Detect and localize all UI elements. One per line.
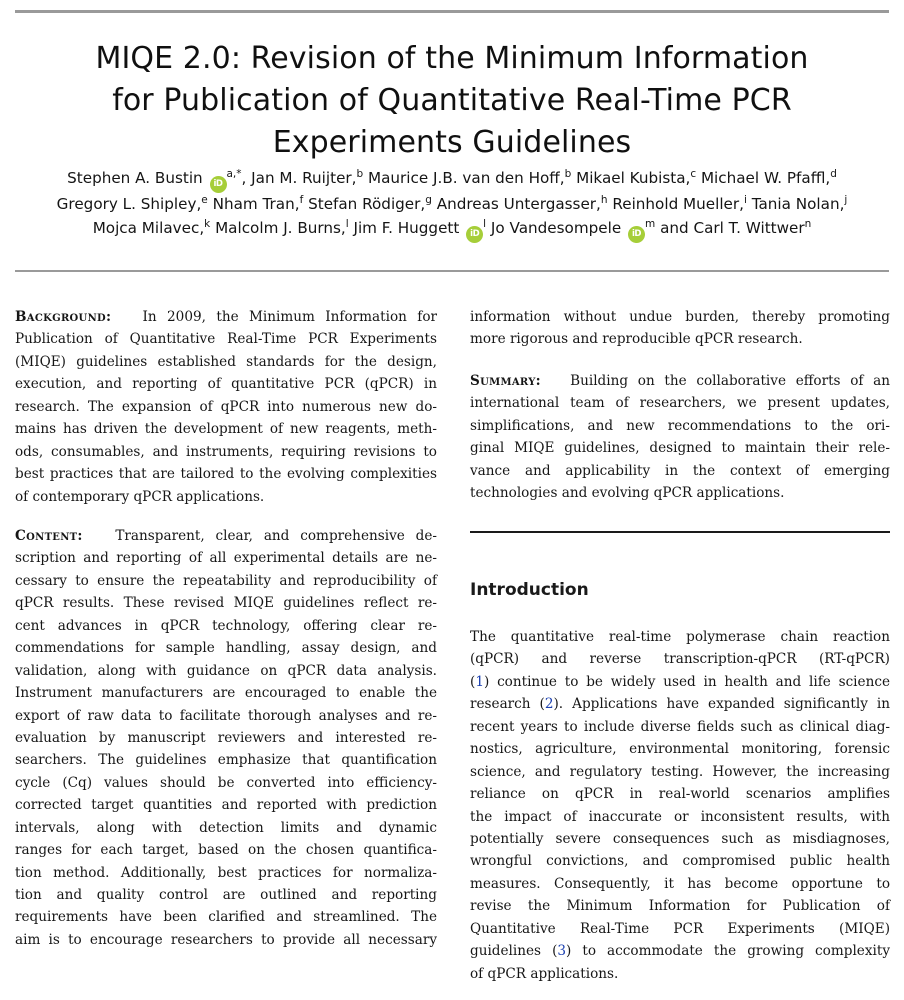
author-name[interactable]: and Carl T. Wittwer	[655, 218, 805, 237]
text-line: more rigorous and reproducible qPCR research.	[470, 331, 803, 348]
text-line: simplifications, and new recommendations to the ori-	[470, 417, 890, 434]
author-line	[20, 193, 884, 217]
text-line: (MIQE) guidelines established standards for the design,	[15, 353, 437, 370]
author-name[interactable]: Nham Tran,	[207, 195, 300, 213]
text-line: commendations for sample handling, assay design, and	[15, 640, 437, 657]
text-line: tion and quality control are outlined and reporting	[15, 887, 437, 903]
text-line: of qPCR applications.	[470, 965, 619, 982]
top-rule	[15, 10, 889, 13]
author-line	[20, 217, 884, 243]
text-line: measures. Consequently, it has become opportune to	[470, 875, 890, 892]
text-line: aim is to encourage researchers to provide all necessary	[15, 931, 437, 948]
text-line: Background: In 2009, the Minimum Information for	[15, 309, 438, 325]
abstract-summary	[470, 370, 890, 505]
text-line: revise the Minimum Information for Publication of	[470, 898, 890, 915]
text-line: tion method. Additionally, best practices for normaliza-	[15, 864, 437, 881]
paper-title	[40, 38, 864, 164]
text-line: potentially severe consequences such as misdiagnoses,	[470, 830, 890, 847]
orcid-icon[interactable]: iD	[628, 226, 645, 243]
affiliation-marker: d	[830, 168, 837, 180]
text-line: corrected target quantities and reported with prediction	[15, 797, 437, 814]
author-name[interactable]: Andreas Untergasser,	[431, 195, 601, 213]
text-line: validation, along with guidance on qPCR data analysis.	[15, 662, 437, 679]
text-line: ods, consumables, and instruments, requiring revisions to	[15, 443, 437, 460]
text-line: nostics, agriculture, environmental monitoring, forensic	[470, 741, 890, 758]
text-line: (1) continue to be widely used in health and life science	[470, 673, 890, 690]
author-name[interactable]: Stefan Rödiger,	[303, 195, 426, 213]
text-line: international team of researchers, we present updates,	[470, 395, 890, 412]
text-line: wrongful convictions, and compromised public health	[470, 853, 890, 870]
author-list	[20, 167, 884, 243]
affiliation-marker: e	[201, 194, 208, 206]
text-line: export of raw data to facilitate thorough analyses and re-	[15, 707, 437, 724]
text-line: the impact of inaccurate or inconsistent results, with	[470, 808, 890, 825]
text-line: research. The expansion of qPCR into numerous new do-	[15, 398, 437, 415]
section-label: Background:	[15, 309, 112, 325]
text-line: technologies and evolving qPCR applications.	[470, 485, 785, 502]
section-label: Summary:	[470, 373, 541, 389]
text-line: guidelines (3) to accommodate the growing complexity	[470, 943, 890, 960]
text-line: of contemporary qPCR applications.	[15, 488, 265, 505]
text-line: ranges for each target, based on the chosen quantifica-	[15, 842, 437, 859]
author-name[interactable]: Malcolm J. Burns,	[210, 218, 346, 237]
affiliation-marker: i	[743, 194, 747, 206]
abstract-content-continued	[470, 306, 890, 351]
text-line: qPCR results. These revised MIQE guidelines reflect re-	[15, 595, 437, 612]
affiliation-marker: h	[600, 194, 608, 206]
text-line: Publication of Quantitative Real-Time PCR Experiments	[15, 331, 437, 348]
header-divider	[15, 270, 889, 272]
affiliation-marker: j	[844, 194, 848, 206]
affiliation-marker: c	[690, 168, 697, 180]
text-line: Summary: Building on the collaborative efforts of an	[470, 373, 890, 389]
text-line: cent advances in qPCR technology, offering clear re-	[15, 617, 437, 634]
text-line: execution, and reporting of quantitative PCR (qPCR) in	[15, 376, 437, 393]
text-line: science, and regulatory testing. However, the increasing	[470, 763, 890, 780]
text-line: evaluation by manuscript reviewers and interested re-	[15, 729, 437, 746]
text-line: scription and reporting of all experimental details are ne-	[15, 550, 437, 567]
section-heading-introduction: Introduction	[470, 580, 589, 600]
affiliation-marker: n	[804, 217, 812, 230]
author-name[interactable]: Stephen A. Bustin	[67, 169, 203, 187]
author-name[interactable]: Jo Vandesompele	[486, 218, 622, 237]
citation-link[interactable]: 2	[544, 696, 554, 713]
affiliation-marker: a,*	[226, 168, 242, 180]
orcid-icon[interactable]: iD	[466, 226, 483, 243]
text-line: information without undue burden, thereby promoting	[470, 309, 890, 325]
text-line: searchers. The guidelines emphasize that quantification	[15, 752, 437, 769]
title-line: for Publication of Quantitative Real-Time PCR	[112, 83, 792, 118]
text-line: Content: Transparent, clear, and comprehensive de-	[15, 528, 438, 544]
affiliation-marker: f	[299, 194, 304, 206]
author-name[interactable]: Gregory L. Shipley,	[56, 195, 202, 213]
orcid-icon[interactable]: iD	[210, 176, 227, 193]
text-line: Instrument manufacturers are encouraged to enable the	[15, 685, 437, 702]
affiliation-marker: b	[356, 168, 364, 180]
affiliation-marker: l	[345, 217, 349, 230]
author-name[interactable]: Tania Nolan,	[746, 195, 845, 213]
affiliation-marker: b	[564, 168, 572, 180]
author-name[interactable]: Mikael Kubista,	[571, 169, 691, 187]
text-line: (qPCR) and reverse transcription-qPCR (RT-qPCR)	[470, 651, 890, 668]
text-line: Quantitative Real-Time PCR Experiments (MIQE)	[470, 920, 890, 937]
title-line: MIQE 2.0: Revision of the Minimum Information	[95, 41, 809, 76]
text-line: ginal MIQE guidelines, designed to maintain their rele-	[470, 440, 890, 457]
title-line: Experiments Guidelines	[272, 125, 632, 160]
text-line: cycle (Cq) values should be converted into efficiency-	[15, 774, 437, 791]
author-name[interactable]: Michael W. Pfaffl,	[696, 169, 831, 187]
text-line: vance and applicability in the context of emerging	[470, 462, 890, 479]
citation-link[interactable]: 3	[557, 943, 567, 960]
author-name[interactable]: , Jan M. Ruijter,	[241, 169, 357, 187]
affiliation-marker: k	[204, 217, 211, 230]
text-line: best practices that are tailored to the evolving complexities	[15, 466, 437, 483]
text-line: intervals, along with detection limits and dynamic	[15, 819, 437, 836]
author-name[interactable]: Maurice J.B. van den Hoff,	[363, 169, 565, 187]
text-line: recent years to include diverse fields such as clinical diag-	[470, 718, 890, 735]
abstract-background	[15, 306, 437, 508]
text-line: requirements have been clarified and streamlined. The	[15, 909, 437, 926]
author-name[interactable]: Jim F. Huggett	[348, 218, 460, 237]
author-name[interactable]: Reinhold Mueller,	[607, 195, 744, 213]
affiliation-marker: g	[425, 194, 432, 206]
author-name[interactable]: Mojca Milavec,	[92, 218, 205, 237]
section-label: Content:	[15, 528, 83, 544]
author-line	[20, 167, 884, 193]
affiliation-marker: m	[645, 217, 656, 230]
abstract-content	[15, 525, 437, 951]
affiliation-marker: l	[483, 217, 487, 230]
text-line: research (2). Applications have expanded significantly in	[470, 696, 891, 713]
abstract-divider	[470, 531, 890, 533]
text-line: cessary to ensure the repeatability and reproducibility of	[15, 572, 437, 589]
introduction-body	[470, 626, 890, 985]
text-line: mains has driven the development of new reagents, meth-	[15, 421, 437, 438]
citation-link[interactable]: 1	[475, 673, 484, 690]
text-line: The quantitative real-time polymerase chain reaction	[470, 629, 890, 645]
text-line: reliance on qPCR in real-world scenarios amplifies	[470, 786, 890, 803]
